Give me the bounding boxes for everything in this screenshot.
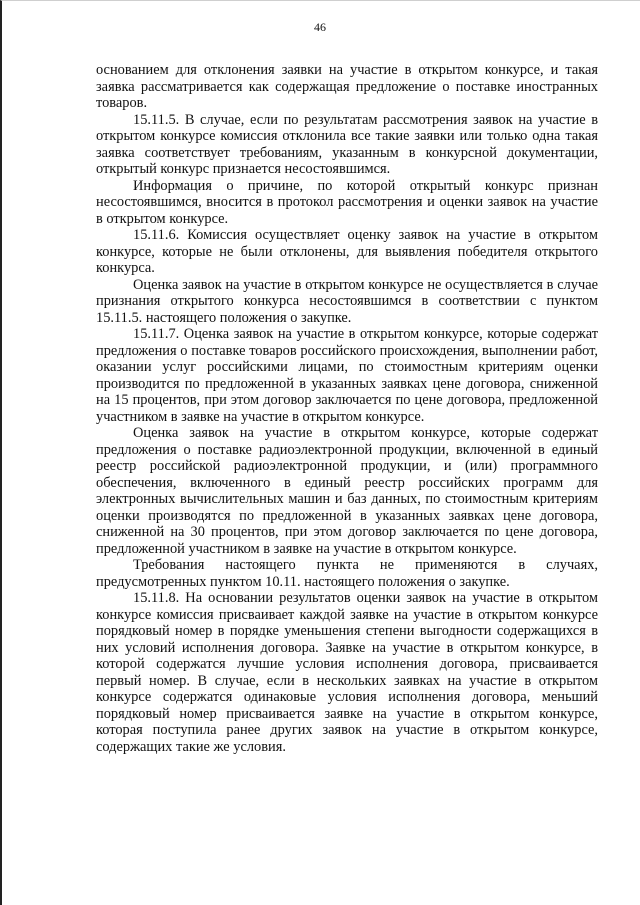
paragraph-requirements-exception: Требования настоящего пункта не применяются в случаях, предусмотренных пунктом 10.11. настоящего положения о закупке.	[96, 557, 598, 590]
paragraph-radioelectronic: Оценка заявок на участие в открытом конкурсе, которые содержат предложения о поставке радиоэлектронной продукции, включенной в единый реестр российской радиоэлектронной продукции, и (или) программного обеспечения, включенного в единый реестр российских программ для электронных вычислительных машин и баз данных, по стоимостным критериям оценки производятся по предложенной в указанных заявках цене договора, сниженной на 30 процентов, при этом договор заключается по цене договора, предложенной участником в заявке на участие в открытом конкурсе.	[96, 425, 598, 557]
paragraph-15-11-8: 15.11.8. На основании результатов оценки заявок на участие в открытом конкурсе комиссия присваивает каждой заявке на участие в открытом конкурсе порядковый номер в порядке уменьшения степени выгодности содержащихся в них условий исполнения договора. Заявке на участие в открытом конкурсе, в которой содержатся лучшие условия исполнения договора, присваивается первый номер. В случае, если в нескольких заявках на участие в открытом конкурсе содержатся одинаковые условия исполнения договора, меньший порядковый номер присваивается заявке на участие в открытом конкурсе, которая поступила ранее других заявок на участие в открытом конкурсе, содержащих такие же условия.	[96, 590, 598, 755]
paragraph-15-11-7: 15.11.7. Оценка заявок на участие в открытом конкурсе, которые содержат предложения о поставке товаров российского происхождения, выполнении работ, оказании услуг российскими лицами, по стоимостным критериям оценки производится по предложенной в указанных заявках цене договора, сниженной на 15 процентов, при этом договор заключается по цене договора, предложенной участником в заявке на участие в открытом конкурсе.	[96, 326, 598, 425]
paragraph-15-11-6: 15.11.6. Комиссия осуществляет оценку заявок на участие в открытом конкурсе, которые не были отклонены, для выявления победителя открытого конкурса.	[96, 227, 598, 276]
paragraph-15-11-5: 15.11.5. В случае, если по результатам рассмотрения заявок на участие в открытом конкурсе комиссия отклонила все такие заявки или только одна такая заявка соответствует требованиям, указанным в конкурсной документации, открытый конкурс признается несостоявшимся.	[96, 111, 598, 177]
paragraph-continuation: основанием для отклонения заявки на участие в открытом конкурсе, и такая заявка рассматривается как содержащая предложение о поставке иностранных товаров.	[96, 62, 598, 111]
paragraph-failure-info: Информация о причине, по которой открытый конкурс признан несостоявшимся, вносится в протокол рассмотрения и оценки заявок на участие в открытом конкурсе.	[96, 177, 598, 227]
document-body	[96, 62, 598, 755]
paragraph-no-evaluation: Оценка заявок на участие в открытом конкурсе не осуществляется в случае признания открытого конкурса несостоявшимся в соответствии с пунктом 15.11.5. настоящего положения о закупке.	[96, 276, 598, 326]
page-number: 46	[314, 20, 326, 34]
